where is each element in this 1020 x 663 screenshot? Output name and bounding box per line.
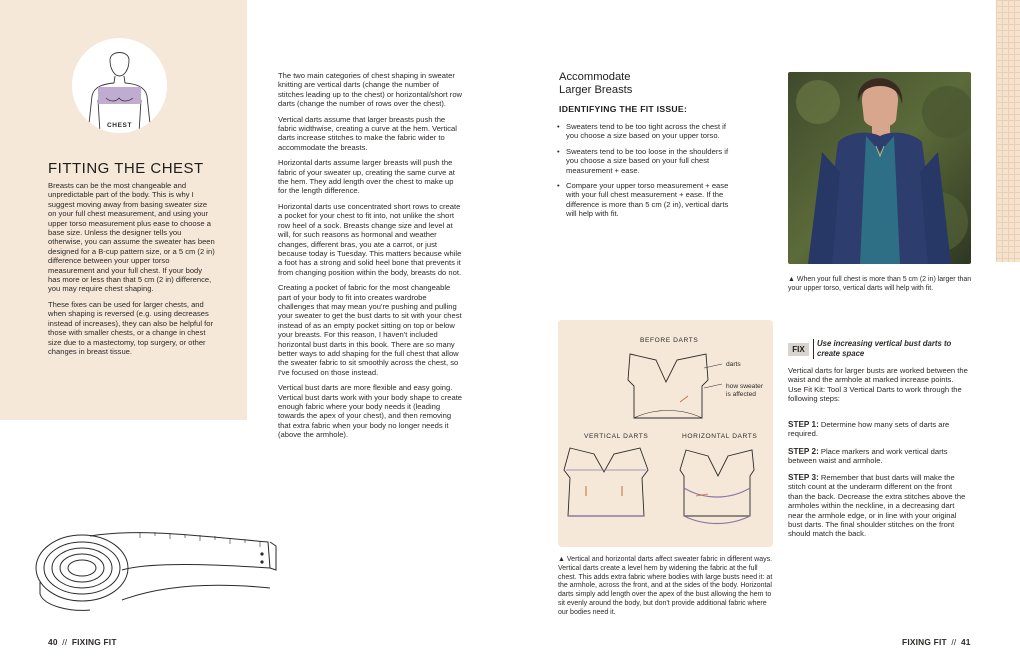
affected-label-line: is affected [726, 390, 756, 398]
diagram-caption [558, 556, 773, 618]
footer-separator: // [951, 637, 957, 647]
step-label: STEP 3: [788, 473, 819, 482]
list-item: • Sweaters tend to be too tight across the chest if you choose a size based on your upper torso. [557, 122, 737, 141]
page-number: 40 [48, 637, 58, 647]
step-3 [788, 473, 968, 539]
darts-label: darts [726, 361, 741, 368]
section-heading: FITTING THE CHEST [48, 160, 204, 177]
footer-right [902, 637, 971, 647]
photo-caption-text: When your full chest is more than 5 cm (2 in) larger than your upper torso, vertical darts will help with fit. [788, 276, 972, 292]
section-title [559, 71, 729, 97]
step-text: Place markers and work vertical darts between waist and armhole. [788, 447, 948, 466]
body-paragraph: Horizontal darts assume larger breasts will push the fabric of your sweater up, creating the same curve at the hem. They add length over the chest to make up for the length difference. [278, 158, 455, 196]
list-item: • Compare your upper torso measurement + ease with your full chest measurement + ease. If the difference is more than 5 cm (2 in), vertical darts will help with fit. [557, 181, 737, 219]
sidebar-paragraph: Breasts can be the most changeable and unpredictable part of the body. This is why I suggest moving away from basing sweater size on your full chest measurement, and using your upper torso measurement plus ease to choose a base size. Unless the designer tells you otherwise, you can assume the sweater has been designed for a B-cup pattern size, or a 5 cm (2 in) difference between your upper torso measurement and your full chest. If your body has more or less than that 5 cm (2 in) difference, you may require chest shaping. [48, 181, 215, 294]
tape-measure-illustration [30, 522, 278, 614]
chest-figure-illustration [72, 38, 167, 133]
body-column [278, 71, 464, 446]
photo-caption [788, 275, 974, 293]
caption-arrow-icon: ▲ [788, 276, 795, 283]
before-darts-label: BEFORE DARTS [640, 337, 699, 344]
section-title-line: Accommodate [559, 71, 631, 83]
step-text: Remember that bust darts will make the stitch count at the underarm different on the front than the back. Decrease the extra stitches above the armholes within the neckline, in a decreasing dart near the armhole edge, or in line with your original bust darts. The final shoulder stitches on the front should match the back. [788, 473, 966, 539]
horizontal-darts-label: HORIZONTAL DARTS [682, 433, 758, 440]
body-paragraph: The two main categories of chest shaping in sweater knitting are vertical darts (change the number of stitches leading up to the chest) or horizontal/short row darts (change the number of rows over the chest). [278, 71, 463, 109]
fix-badge: FIX [788, 343, 809, 356]
darts-diagram-panel [558, 320, 773, 547]
footer-separator: // [62, 637, 68, 647]
affected-label [726, 383, 763, 398]
subsection-title: IDENTIFYING THE FIT ISSUE: [559, 104, 688, 114]
page-number: 41 [960, 637, 971, 647]
fit-issue-list [557, 122, 737, 225]
sidebar-body [48, 181, 216, 362]
body-paragraph: Vertical bust darts are more flexible and easy going. Vertical bust darts work with your body shape to create enough fabric where your body needs it (leading towards the apex of your chest), and then removing that extra fabric when your body no longer needs it (above the armhole). [278, 383, 463, 440]
fix-title: Use increasing vertical bust darts to create space [817, 339, 952, 358]
step-2 [788, 447, 968, 466]
list-item: • Sweaters tend to be too loose in the shoulders if you choose a size based on your full chest measurement + ease. [557, 147, 737, 175]
affected-label-line: how sweater [726, 383, 764, 390]
diagram-caption-text: Vertical and horizontal darts affect sweater fabric in different ways. Vertical darts create a level hem by widening the fabric at the full chest. This adds extra fabric where bodies with large busts need it: at the armhole, across the front, and at the sides of the body. Horizontal darts simply add length over the apex of the bust allowing the hem to sit evenly around the body, but don't provide additional fabric where our bodies need it. [558, 556, 773, 616]
fix-intro: Vertical darts for larger busts are worked between the waist and the armhole at marked increase points. Use Fit Kit: Tool 3 Vertical Darts to work through the following steps: [788, 366, 968, 404]
footer-section: FIXING FIT [71, 637, 117, 647]
sidebar-paragraph: These fixes can be used for larger chests, and when shaping is reversed (e.g. using decreases instead of increases), they can also be helpful for those with smaller chests, or a change in chest size due to a mastectomy, top surgery, or other changes in breast tissue. [48, 299, 214, 356]
chest-label: CHEST [106, 122, 133, 129]
page-edge-decoration [996, 0, 1020, 262]
footer-section: FIXING FIT [902, 637, 947, 647]
fix-divider [813, 339, 814, 359]
vertical-darts-label: VERTICAL DARTS [584, 433, 649, 440]
step-text: Determine how many sets of darts are required. [788, 420, 950, 439]
model-photo [788, 72, 971, 264]
step-label: STEP 1: [788, 420, 819, 429]
body-paragraph: Horizontal darts use concentrated short rows to create a pocket for your chest to fit into, not unlike the short row heel of a sock. Breasts change size and level at will, for such reasons as hormonal and weather changes, different bras, you ate a carrot, or just because today is Tuesday. This matters because while a foot has a strong and solid heel bone that prevents it from changing position within the body, breasts do not. [278, 201, 462, 277]
step-label: STEP 2: [788, 447, 819, 456]
caption-arrow-icon: ▲ [558, 556, 565, 563]
body-outline-icon [72, 38, 167, 133]
footer-left [48, 637, 117, 647]
body-paragraph: Creating a pocket of fabric for the most changeable part of your body to fit into creates wardrobe challenges that may mean you're pushing and pulling your sweater to get the bust darts to sit with your chest instead of as an empty pocket sitting on top or below your breasts. For this reason, I haven't included horizontal bust darts in this book. There are so many better ways to add shaping for the full chest that allow the sweater fabric to sit smoothly across the chest, so I've focused on those instead. [278, 283, 462, 377]
section-title-line: Larger Breasts [559, 84, 633, 96]
body-paragraph: Vertical darts assume that larger breasts push the fabric widthwise, creating a curve at the hem. Vertical darts increase stitches to make the fabric wider to accommodate the breasts. [278, 114, 457, 152]
step-1 [788, 420, 968, 439]
